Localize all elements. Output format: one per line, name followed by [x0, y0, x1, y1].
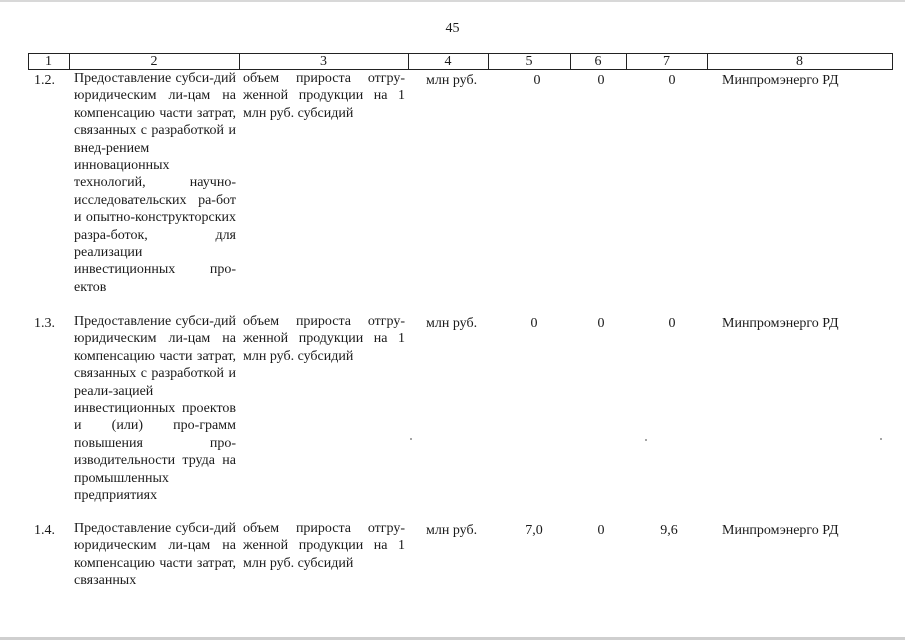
row-value-col5: 0 [533, 73, 541, 88]
row-number: 1.4. [34, 523, 55, 538]
row-responsible: Минпромэнерго РД [722, 316, 839, 331]
row-value-col6: 0 [597, 523, 605, 538]
header-col-7: 7 [663, 54, 670, 69]
row-responsible: Минпромэнерго РД [722, 523, 839, 538]
row-description: Предоставление субси-дий юридическим ли-цам на компенсацию части затрат, связанных [74, 521, 236, 589]
header-col-4: 4 [444, 54, 452, 69]
scan-top-edge [0, 0, 905, 2]
header-col-5: 5 [525, 54, 533, 69]
row-responsible: Минпромэнерго РД [722, 73, 839, 88]
header-col-6: 6 [594, 54, 602, 69]
header-col-3: 3 [320, 54, 327, 69]
row-unit: млн руб. [426, 523, 478, 538]
row-value-col6: 0 [597, 316, 605, 331]
header-col-1: 1 [45, 54, 52, 69]
row-indicator: объем прироста отгру-женной продукции на 1 млн руб. субсидий [243, 71, 405, 121]
header-divider [892, 53, 893, 70]
row-description: Предоставление субси-дий юридическим ли-цам на компенсацию части затрат, связанных с разработкой и внед-рением инновационных технологий, научно-исследовательских ра-бот и опытно-конструкторских разра-боток, для реализации инвестиционных про-ектов [74, 71, 236, 295]
header-col-2: 2 [150, 54, 158, 69]
row-unit: млн руб. [426, 316, 478, 331]
row-indicator: объем прироста отгру-женной продукции на 1 млн руб. субсидий [243, 314, 405, 364]
scan-speck [645, 439, 647, 441]
row-unit: млн руб. [426, 73, 478, 88]
scan-speck [410, 438, 412, 440]
row-value-col7: 9,6 [660, 523, 678, 538]
header-col-8: 8 [796, 54, 803, 69]
page-number: 45 [445, 21, 460, 36]
row-number: 1.2. [34, 73, 55, 88]
row-number: 1.3. [34, 316, 55, 331]
row-value-col5: 7,0 [525, 523, 543, 538]
row-value-col7: 0 [668, 73, 676, 88]
row-value-col7: 0 [668, 316, 676, 331]
row-description: Предоставление субси-дий юридическим ли-цам на компенсацию части затрат, связанных с разработкой и реали-зацией инвестиционных проектов и (или) про-грамм повышения про-изводительности труда на промышленных предприятиях [74, 314, 236, 504]
row-value-col5: 0 [530, 316, 538, 331]
row-value-col6: 0 [597, 73, 605, 88]
scan-speck [880, 438, 882, 440]
row-indicator: объем прироста отгру-женной продукции на 1 млн руб. субсидий [243, 521, 405, 571]
